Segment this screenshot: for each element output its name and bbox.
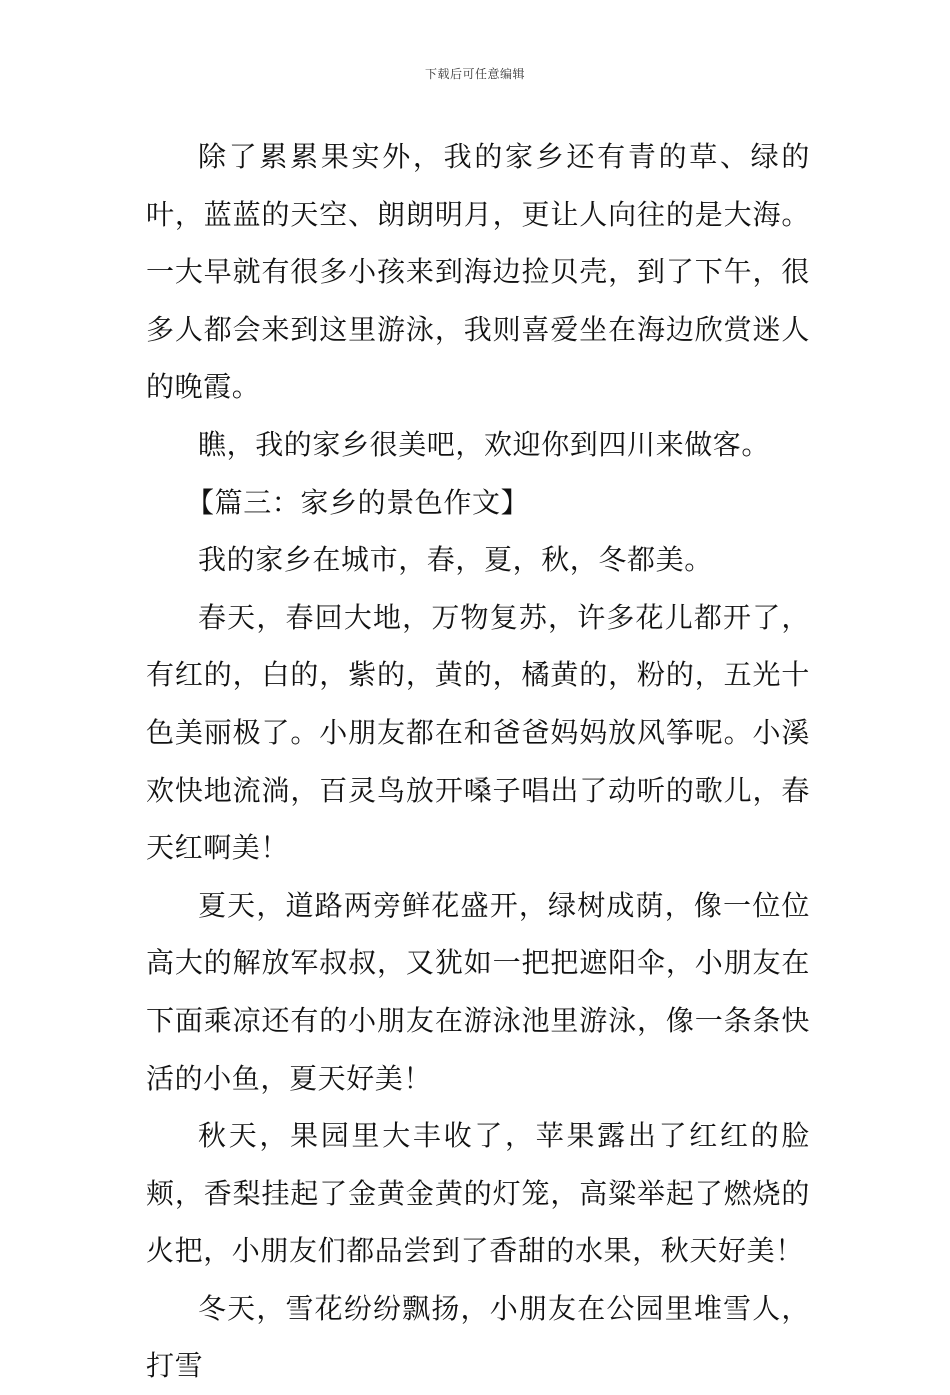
page-header: 下载后可任意编辑 bbox=[424, 67, 525, 81]
paragraph-intro: 我的家乡在城市，春，夏，秋，冬都美。 bbox=[198, 543, 713, 577]
paragraph-summer: 夏天，道路两旁鲜花盛开，绿树成荫，像一位位高大的解放军叔叔，又犹如一把把遮阳伞，小朋友在下面乘凉还有的小朋友在游泳池里游泳，像一条条快活的小鱼，夏天好美！ bbox=[146, 888, 810, 1095]
section-title: 【篇三：家乡的景色作文】 bbox=[186, 485, 530, 519]
paragraph-winter: 冬天，雪花纷纷飘扬，小朋友在公园里堆雪人，打雪 bbox=[146, 1291, 810, 1383]
document-body bbox=[146, 128, 810, 1395]
paragraph-invitation: 瞧，我的家乡很美吧，欢迎你到四川来做客。 bbox=[198, 427, 771, 461]
paragraph-spring: 春天，春回大地，万物复苏，许多花儿都开了，有红的，白的，紫的，黄的，橘黄的，粉的，五光十色美丽极了。小朋友都在和爸爸妈妈放风筝呢。小溪欢快地流淌，百灵鸟放开嗓子唱出了动听的歌儿，春天红啊美！ bbox=[146, 600, 810, 865]
paragraph-seaside: 除了累累果实外，我的家乡还有青的草、绿的叶，蓝蓝的天空、朗朗明月，更让人向往的是大海。一大早就有很多小孩来到海边捡贝壳，到了下午，很多人都会来到这里游泳，我则喜爱坐在海边欣赏迷人的晚霞。 bbox=[146, 140, 810, 404]
paragraph-autumn: 秋天，果园里大丰收了，苹果露出了红红的脸颊，香梨挂起了金黄金黄的灯笼，高粱举起了燃烧的火把，小朋友们都品尝到了香甜的水果，秋天好美！ bbox=[146, 1119, 810, 1268]
